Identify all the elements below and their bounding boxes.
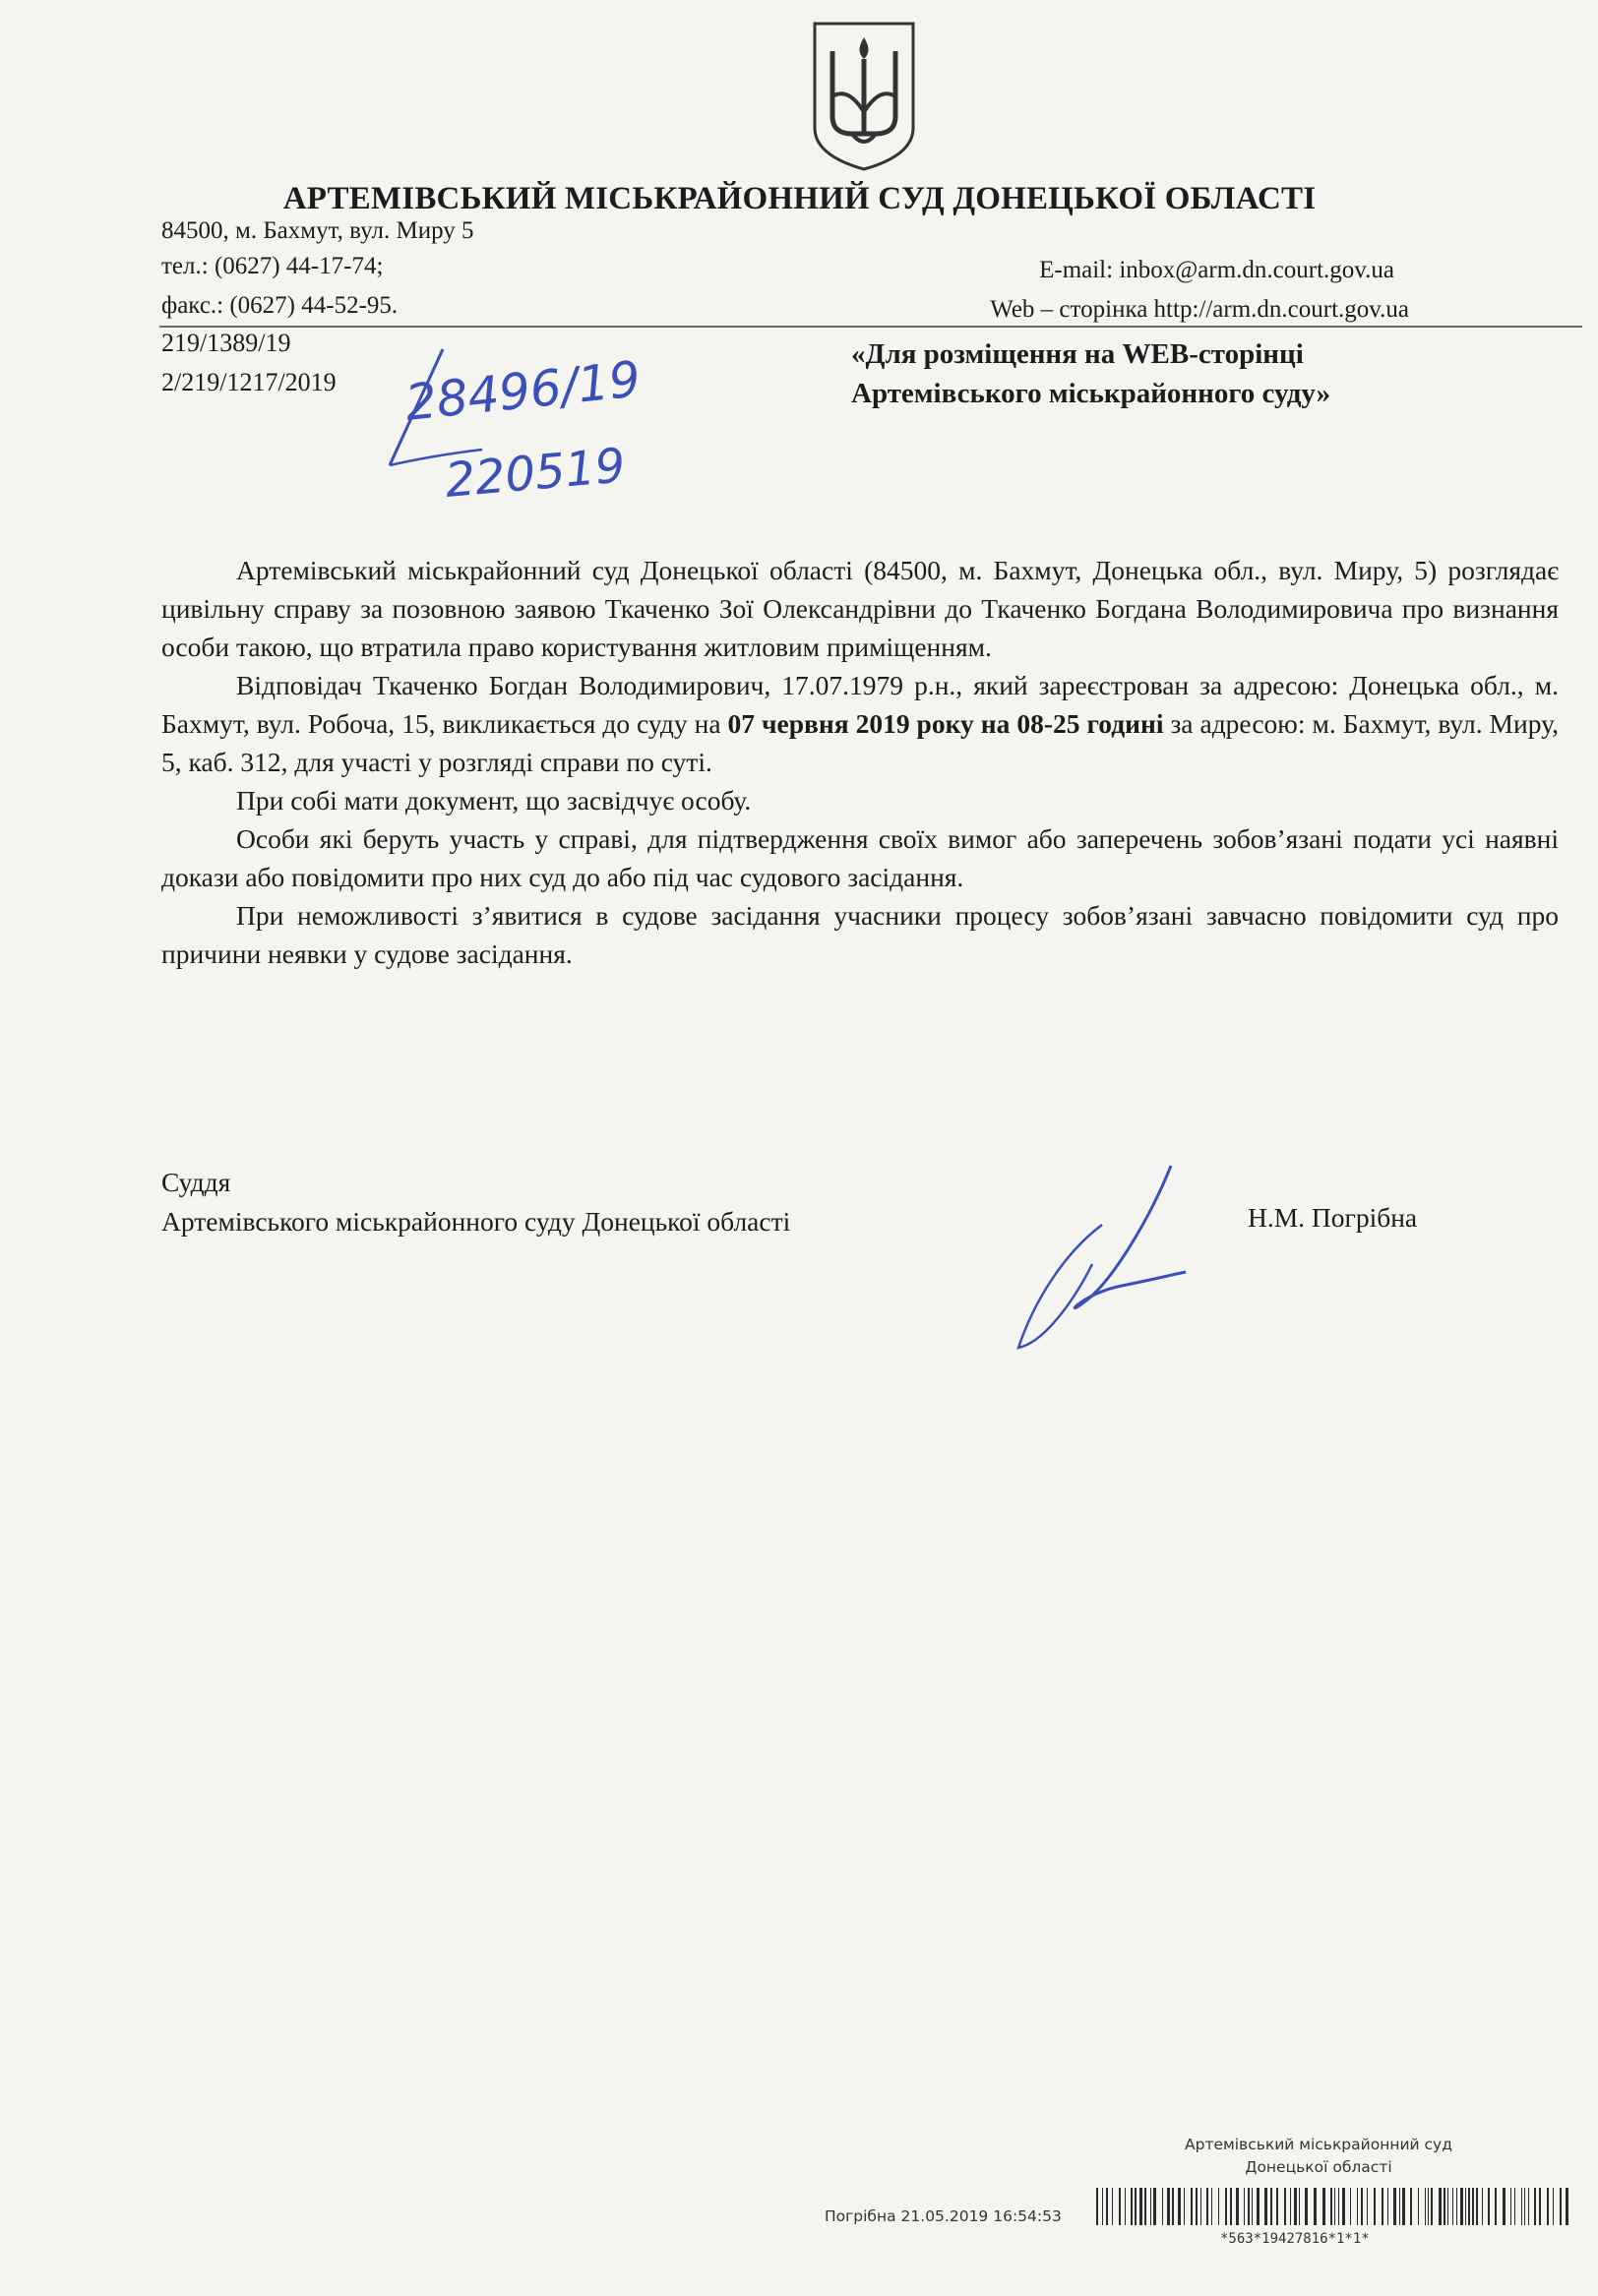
handwritten-signature [1004, 1156, 1200, 1362]
barcode-bar [1299, 2188, 1300, 2225]
barcode-bar [1342, 2188, 1345, 2225]
barcode-bar [1460, 2188, 1463, 2225]
paragraph-1: Артемівський міськрайонний суд Донецької області (84500, м. Бахмут, Донецька обл., вул. Миру, 5) розглядає цивільну справу за позовною заявою Ткаченко Зої Олександрівни до Ткаченко Богдана Володимировича про визнання особи такою, що втратила право користування житловим приміщенням. [161, 555, 1559, 662]
barcode-bar [1244, 2188, 1245, 2225]
barcode-bar [1230, 2188, 1232, 2225]
court-email: E-mail: inbox@arm.dn.court.gov.ua [1039, 257, 1394, 283]
barcode-bar [1428, 2188, 1429, 2225]
barcode-bar [1218, 2188, 1219, 2225]
barcode-bar [1167, 2188, 1170, 2225]
barcode-bar [1374, 2188, 1376, 2225]
barcode-bar [1465, 2188, 1466, 2225]
barcode-bar [1521, 2188, 1522, 2225]
court-fax: факс.: (0627) 44-52-95. [161, 292, 399, 319]
barcode [1094, 2186, 1576, 2227]
barcode-bar [1252, 2188, 1253, 2225]
barcode-bar [1357, 2188, 1358, 2225]
barcode-bar [1431, 2188, 1433, 2225]
paragraph-4: Особи які беруть участь у справі, для підтвердження своїх вимог або заперечень зобов’язані подати усі наявні докази або повідомити про них суд до або під час судового засідання. [161, 823, 1559, 892]
barcode-bar [1144, 2188, 1146, 2225]
court-name: АРТЕМІВСЬКИЙ МІСЬКРАЙОННИЙ СУД ДОНЕЦЬКОЇ ОБЛАСТІ [282, 181, 1317, 216]
barcode-bar [1119, 2188, 1121, 2225]
barcode-bar [1150, 2188, 1151, 2225]
barcode-bar [1482, 2188, 1483, 2225]
barcode-bar [1248, 2188, 1250, 2225]
barcode-bar [1382, 2188, 1383, 2225]
barcode-bar [1350, 2188, 1351, 2225]
barcode-bar [1439, 2188, 1442, 2225]
barcode-bar [1452, 2188, 1453, 2225]
barcode-bar [1270, 2188, 1272, 2225]
barcode-bar [1102, 2188, 1103, 2225]
barcode-bar [1196, 2188, 1198, 2225]
notice-body [161, 551, 1559, 973]
barcode-bar [1200, 2188, 1201, 2225]
paragraph-2-start: Відповідач Ткаченко Богдан Володимирович, 17.07.1979 р.н., який зареєстрован за адресою: Донецька обл., м. Бахмут, вул. Робоча, 15, викликається до суду на [161, 670, 1559, 739]
barcode-bar [1503, 2188, 1506, 2225]
barcode-bar [1264, 2188, 1267, 2225]
judge-name: Н.М. Погрібна [1248, 1202, 1418, 1233]
barcode-bar [1153, 2188, 1156, 2225]
barcode-bar [1125, 2188, 1126, 2225]
header-divider [159, 326, 1582, 328]
barcode-bar [1184, 2188, 1185, 2225]
barcode-bar [1294, 2188, 1297, 2225]
barcode-bar [1534, 2188, 1536, 2225]
barcode-bar [1096, 2188, 1098, 2225]
paragraph-3: При собі мати документ, що засвідчує особу. [236, 785, 752, 816]
barcode-bar [1322, 2188, 1325, 2225]
barcode-bar [1334, 2188, 1335, 2225]
barcode-bar [1495, 2188, 1497, 2225]
judge-court: Артемівського міськрайонного суду Донецької області [161, 1206, 791, 1237]
barcode-bar [1539, 2188, 1541, 2225]
handwritten-date: 220519 [443, 438, 628, 509]
barcode-bar [1402, 2188, 1405, 2225]
barcode-bar [1447, 2188, 1448, 2225]
handwritten-registration-note [374, 339, 669, 516]
barcode-bar [1135, 2188, 1137, 2225]
barcode-bar [1178, 2188, 1181, 2225]
paragraph-5: При неможливості з’явитися в судове засідання учасники процесу зобов’язані завчасно повідомити суд про причини неявки у судове засідання. [161, 900, 1559, 969]
barcode-bar [1524, 2188, 1525, 2225]
barcode-bar [1206, 2188, 1208, 2225]
barcode-bar [1314, 2188, 1317, 2225]
barcode-bar [1472, 2188, 1474, 2225]
web-note-line-1: «Для розміщення на WEB-сторінці [851, 338, 1304, 370]
handwritten-number: 28496/19 [402, 350, 644, 432]
barcode-bar [1191, 2188, 1193, 2225]
barcode-bar [1387, 2188, 1388, 2225]
trident-coat-of-arms-icon [809, 18, 919, 173]
web-publication-note [851, 334, 1330, 413]
barcode-bar [1361, 2188, 1363, 2225]
barcode-bar [1410, 2188, 1412, 2225]
barcode-bar [1560, 2188, 1562, 2225]
court-address: 84500, м. Бахмут, вул. Миру 5 [161, 217, 474, 244]
barcode-bar [1276, 2188, 1278, 2225]
proceeding-number: 2/219/1217/2019 [161, 368, 337, 396]
barcode-bar [1553, 2188, 1554, 2225]
barcode-bar [1131, 2188, 1133, 2225]
barcode-number: *563*19427816*1*1* [1220, 2231, 1370, 2247]
paragraph-2 [161, 666, 1559, 781]
barcode-bar [1510, 2188, 1511, 2225]
barcode-bar [1425, 2188, 1426, 2225]
judge-block [161, 1163, 790, 1241]
barcode-bar [1418, 2188, 1419, 2225]
court-phone: тел.: (0627) 44-17-74; [161, 253, 384, 279]
barcode-bar [1305, 2188, 1308, 2225]
barcode-bar [1468, 2188, 1470, 2225]
barcode-bar [1393, 2188, 1396, 2225]
registration-timestamp: Погрібна 21.05.2019 16:54:53 [825, 2207, 1062, 2225]
paragraph-2-end: за адресою: м. Бахмут, вул. Миру, 5, каб. 312, для участі у розгляді справи по суті. [161, 708, 1559, 777]
barcode-bar [1444, 2188, 1445, 2225]
barcode-bar [1257, 2188, 1260, 2225]
barcode-bar [1211, 2188, 1212, 2225]
judge-title: Суддя [161, 1167, 231, 1197]
barcode-bar [1456, 2188, 1457, 2225]
barcode-bar [1106, 2188, 1108, 2225]
barcode-bar [1488, 2188, 1490, 2225]
barcode-bar [1338, 2188, 1339, 2225]
barcode-bar [1566, 2188, 1568, 2225]
barcode-bar [1476, 2188, 1478, 2225]
case-number: 219/1389/19 [161, 329, 291, 357]
stamp-org-line-1: Артемівський міськрайонний суд [1185, 2136, 1452, 2153]
web-note-line-2: Артемівського міськрайонного суду» [851, 378, 1331, 409]
barcode-bar [1284, 2188, 1286, 2225]
barcode-bar [1367, 2188, 1368, 2225]
barcode-bar [1172, 2188, 1174, 2225]
barcode-bar [1547, 2188, 1549, 2225]
barcode-bar [1330, 2188, 1332, 2225]
barcode-bar [1112, 2188, 1113, 2225]
barcode-bar [1514, 2188, 1515, 2225]
barcode-bar [1139, 2188, 1142, 2225]
barcode-bar [1225, 2188, 1227, 2225]
court-website: Web – сторінка http://arm.dn.court.gov.ua [990, 296, 1409, 323]
barcode-bar [1528, 2188, 1529, 2225]
hearing-datetime: 07 червня 2019 року на 08-25 годині [727, 708, 1164, 739]
barcode-bar [1162, 2188, 1163, 2225]
barcode-bar [1399, 2188, 1400, 2225]
barcode-bar [1236, 2188, 1239, 2225]
barcode-bar [1290, 2188, 1291, 2225]
stamp-org-line-2: Донецької області [1245, 2158, 1392, 2176]
